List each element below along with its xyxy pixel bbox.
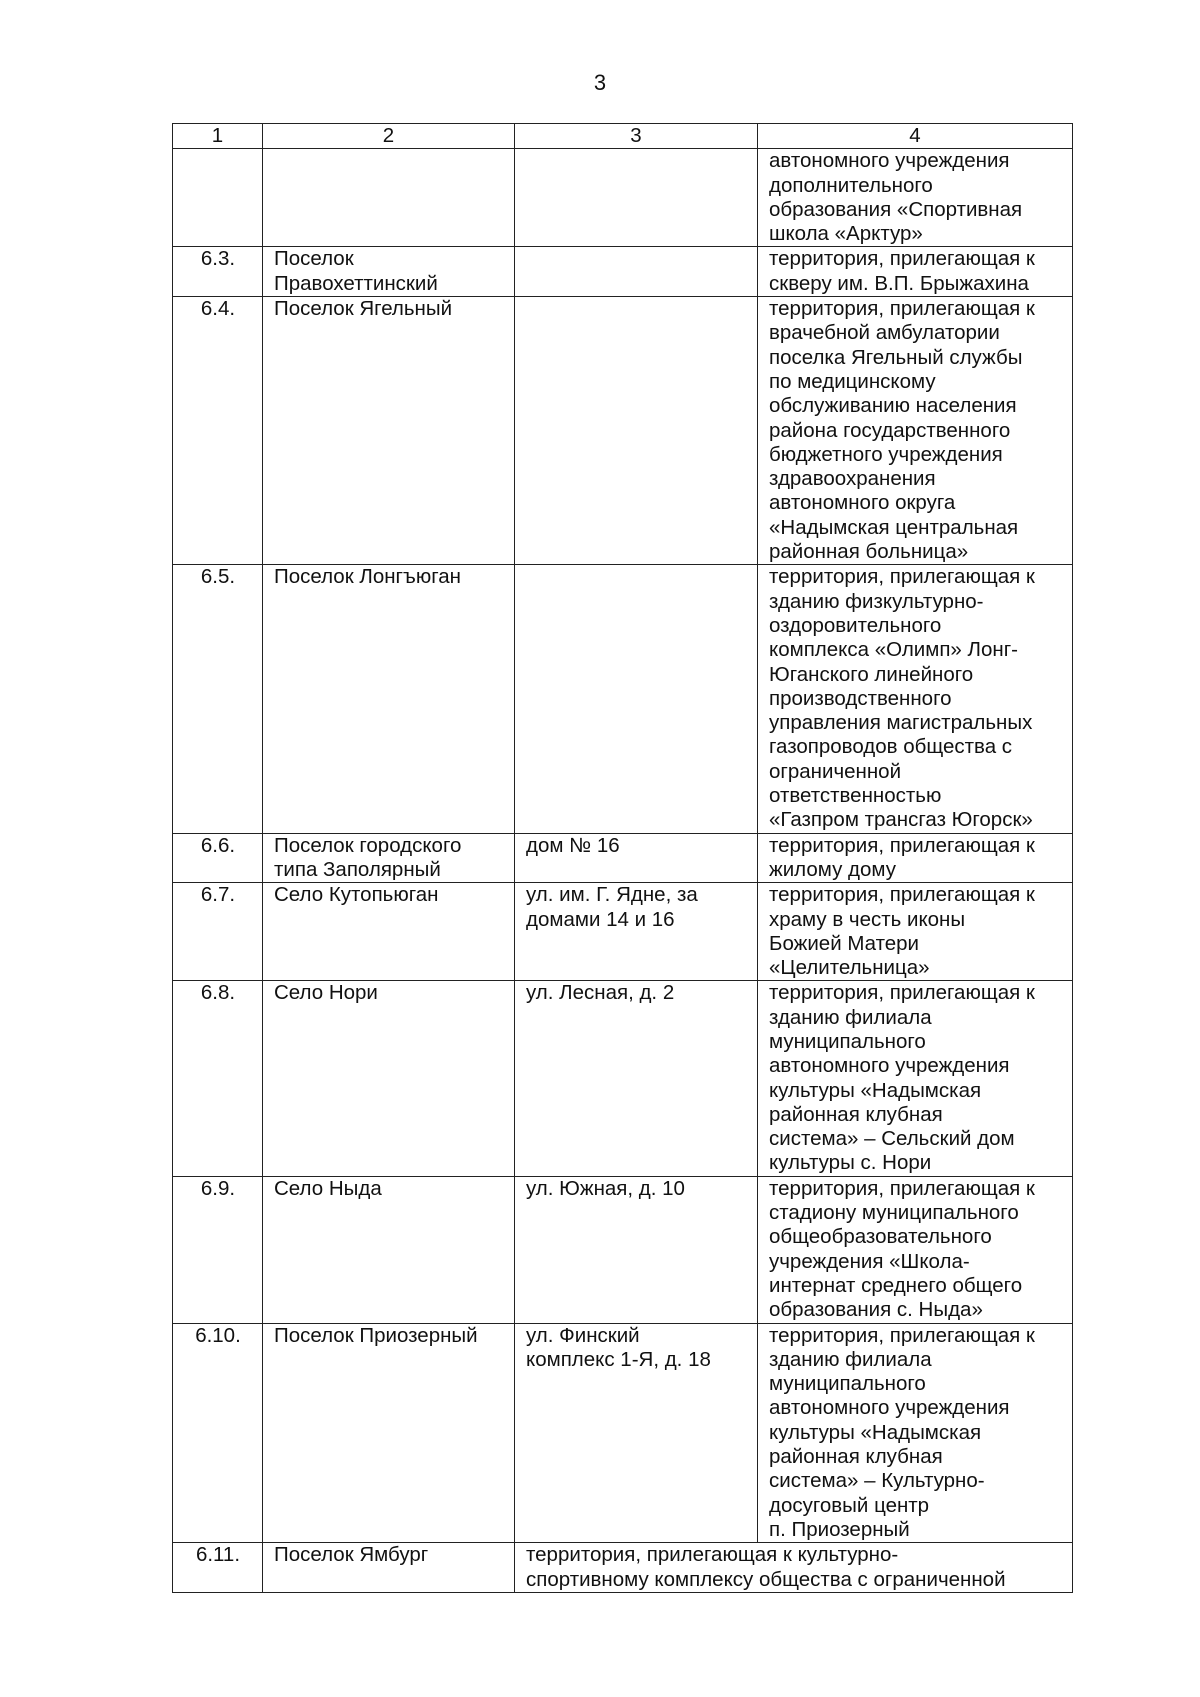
table-row bbox=[173, 1176, 1073, 1323]
table-row bbox=[173, 297, 1073, 565]
address-cell bbox=[515, 565, 758, 833]
row-number: 6.4. bbox=[173, 297, 263, 565]
settlement-cell: Поселок Правохеттинский bbox=[263, 247, 515, 297]
settlement-cell: Село Кутопьюган bbox=[263, 883, 515, 981]
row-number: 6.11. bbox=[173, 1543, 263, 1593]
row-number: 6.10. bbox=[173, 1323, 263, 1543]
row-number: 6.6. bbox=[173, 833, 263, 883]
territory-cell: территория, прилегающая к зданию филиала муниципального автономного учреждения культуры «Надымская районная клубная система» – Сельский дом культуры с. Нори bbox=[758, 981, 1073, 1176]
settlement-cell: Поселок городского типа Заполярный bbox=[263, 833, 515, 883]
settlement-cell: Село Ныда bbox=[263, 1176, 515, 1323]
table-row bbox=[173, 247, 1073, 297]
row-number: 6.8. bbox=[173, 981, 263, 1176]
table-row bbox=[173, 1323, 1073, 1543]
settlement-cell: Поселок Лонгъюган bbox=[263, 565, 515, 833]
territory-cell: территория, прилегающая к зданию физкультурно- оздоровительного комплекса «Олимп» Лонг- Юганского линейного производственного управления магистральных газопроводов общества с ограниченной ответственностью «Газпром трансгаз Югорск» bbox=[758, 565, 1073, 833]
row-number: 6.9. bbox=[173, 1176, 263, 1323]
settlement-cell: Село Нори bbox=[263, 981, 515, 1176]
territory-cell: территория, прилегающая к храму в честь иконы Божией Матери «Целительница» bbox=[758, 883, 1073, 981]
table-row bbox=[173, 1543, 1073, 1593]
table-row bbox=[173, 833, 1073, 883]
header-col-2: 2 bbox=[263, 124, 515, 149]
table-header-row bbox=[173, 124, 1073, 149]
territories-table bbox=[172, 123, 1073, 1593]
settlement-cell: Поселок Приозерный bbox=[263, 1323, 515, 1543]
merged-territory-cell: территория, прилегающая к культурно- спортивному комплексу общества с ограниченной bbox=[515, 1543, 1073, 1593]
row-number: 6.5. bbox=[173, 565, 263, 833]
header-col-4: 4 bbox=[758, 124, 1073, 149]
table-row bbox=[173, 981, 1073, 1176]
row-number: 6.3. bbox=[173, 247, 263, 297]
row-number: 6.7. bbox=[173, 883, 263, 981]
address-cell bbox=[515, 149, 758, 247]
row-number bbox=[173, 149, 263, 247]
page-number: 3 bbox=[593, 70, 607, 95]
territory-cell: автономного учреждения дополнительного образования «Спортивная школа «Арктур» bbox=[758, 149, 1073, 247]
address-cell: ул. Лесная, д. 2 bbox=[515, 981, 758, 1176]
address-cell: ул. Финский комплекс 1-Я, д. 18 bbox=[515, 1323, 758, 1543]
header-col-3: 3 bbox=[515, 124, 758, 149]
address-cell: дом № 16 bbox=[515, 833, 758, 883]
territory-cell: территория, прилегающая к скверу им. В.П. Брыжахина bbox=[758, 247, 1073, 297]
territory-cell: территория, прилегающая к врачебной амбулатории поселка Ягельный службы по медицинскому обслуживанию населения района государственного бюджетного учреждения здравоохранения автономного округа «Надымская центральная районная больница» bbox=[758, 297, 1073, 565]
settlement-cell bbox=[263, 149, 515, 247]
territory-cell: территория, прилегающая к зданию филиала муниципального автономного учреждения культуры «Надымская районная клубная система» – Культурно- досуговый центр п. Приозерный bbox=[758, 1323, 1073, 1543]
territory-cell: территория, прилегающая к жилому дому bbox=[758, 833, 1073, 883]
address-cell: ул. им. Г. Ядне, за домами 14 и 16 bbox=[515, 883, 758, 981]
address-cell: ул. Южная, д. 10 bbox=[515, 1176, 758, 1323]
table-row bbox=[173, 149, 1073, 247]
territory-cell: территория, прилегающая к стадиону муниципального общеобразовательного учреждения «Школа- интернат среднего общего образования с. Ныда» bbox=[758, 1176, 1073, 1323]
table-row bbox=[173, 883, 1073, 981]
header-col-1: 1 bbox=[173, 124, 263, 149]
address-cell bbox=[515, 247, 758, 297]
settlement-cell: Поселок Ягельный bbox=[263, 297, 515, 565]
settlement-cell: Поселок Ямбург bbox=[263, 1543, 515, 1593]
table-row bbox=[173, 565, 1073, 833]
address-cell bbox=[515, 297, 758, 565]
